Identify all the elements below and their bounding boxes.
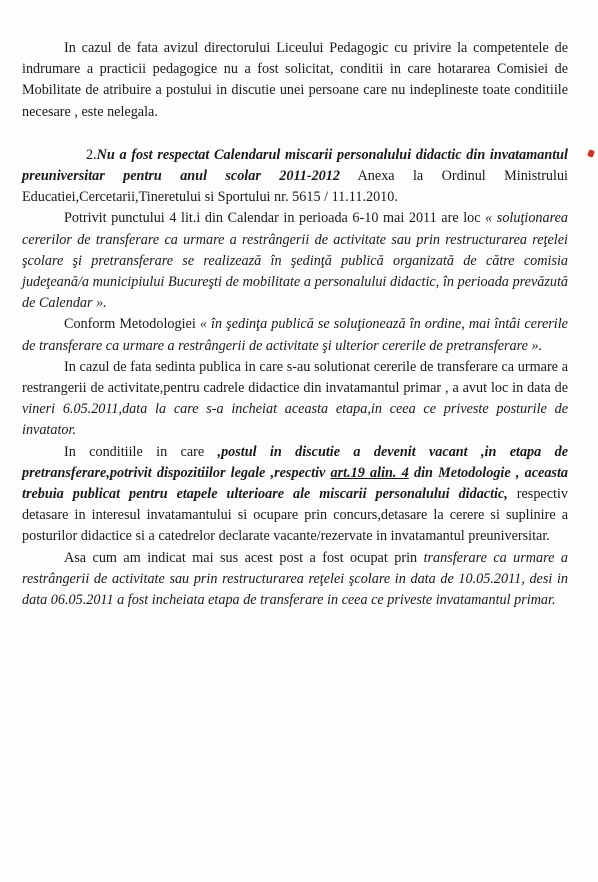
paragraph-metodologie — [22, 314, 568, 356]
red-ink-mark — [587, 149, 595, 158]
section-2-heading-paragraph — [22, 145, 568, 209]
paragraph-rest: respectiv detasare in interesul invatamantului si ocupare prin concurs,detasare la cerere si suplinire a posturilor didactice si a catedrelor declarate vacante/rezervate in invatamantul preuniversitar. — [22, 486, 568, 545]
paragraph-sedinta-publica — [22, 357, 568, 442]
paragraph-post-ocupat — [22, 548, 568, 612]
calendar-quote: « soluţionarea cererilor de transferare ca urmare a restrângerii de activitate sau prin restructurarea reţelei şcolare şi pretransferare se realizează în şedinţă publică organizată de către comisia judeţeană/a municipiului Bucureşti de mobilitate a personalului didactic, în perioada prevăzută de Calendar ». — [22, 210, 569, 312]
date-italic: vineri 6.05.2011,data la care s-a incheiat aceasta etapa,in ceea ce priveste posturile de invatator. — [22, 401, 568, 439]
emphasis-part-1: ,postul in discutie a devenit vacant ,in etapa de pretransferare,potrivit dispozitiilor legale ,respectiv — [22, 443, 569, 481]
paragraph-lead: Asa cum am indicat mai sus acest post a fost ocupat prin — [64, 549, 424, 566]
article-reference: art.19 alin. 4 — [330, 464, 409, 481]
section-title: Nu a fost respectat Calendarul miscarii personalului didactic din invatamantul preuniversitar pentru anul scolar 2011-2012 — [22, 146, 568, 185]
paragraph-lead: Potrivit punctului 4 lit.i din Calendar in perioada 6-10 mai 2011 are loc — [64, 210, 486, 227]
paragraph-avizul-director: In cazul de fata avizul directorului Liceului Pedagogic cu privire la competentele de indrumare a practicii pedagogice nu a fost solicitat, conditii in care hotararea Comisiei de Mobilitate de atribuire a postului in discutie unei persoane care nu indeplineste toate conditiile necesare , este nelegala. — [22, 40, 568, 120]
transfer-italic: transferare ca urmare a restrângerii de activitate sau prin restructurarea reţelei şcolare in data de 10.05.2011, desi in data 06.05.2011 a fost incheiata etapa de transferare in ceea ce priveste invatamantul primar. — [22, 549, 568, 609]
metodologie-quote: « în şedinţa publică se soluţionează în ordine, mai întâi cererile de transferare ca urmare a restrângerii de activitate şi ulterior cererile de pretransferare ». — [22, 316, 568, 354]
section-annex-reference: Anexa la Ordinul Ministrului Educatiei,Cercetarii,Tineretului si Sportului nr. 5615 / 11.11.2010. — [22, 168, 568, 206]
paragraph-lead: Conform Metodologiei — [64, 316, 200, 333]
paragraph-conditii-post — [22, 442, 568, 548]
paragraph-lead: In conditiile in care — [64, 443, 218, 460]
section-number: 2. — [86, 146, 97, 163]
paragraph-lead: In cazul de fata sedinta publica in care s-au solutionat cererile de transferare ca urmare a restrangerii de activitate,pentru cadrele didactice din invatamantul primar , a avut loc in data de — [22, 358, 568, 397]
emphasis-part-2: din Metodologie , aceasta trebuia publicat pentru etapele ulterioare ale miscarii personalului didactic, — [22, 464, 568, 503]
paragraph-calendar-point — [22, 208, 568, 314]
